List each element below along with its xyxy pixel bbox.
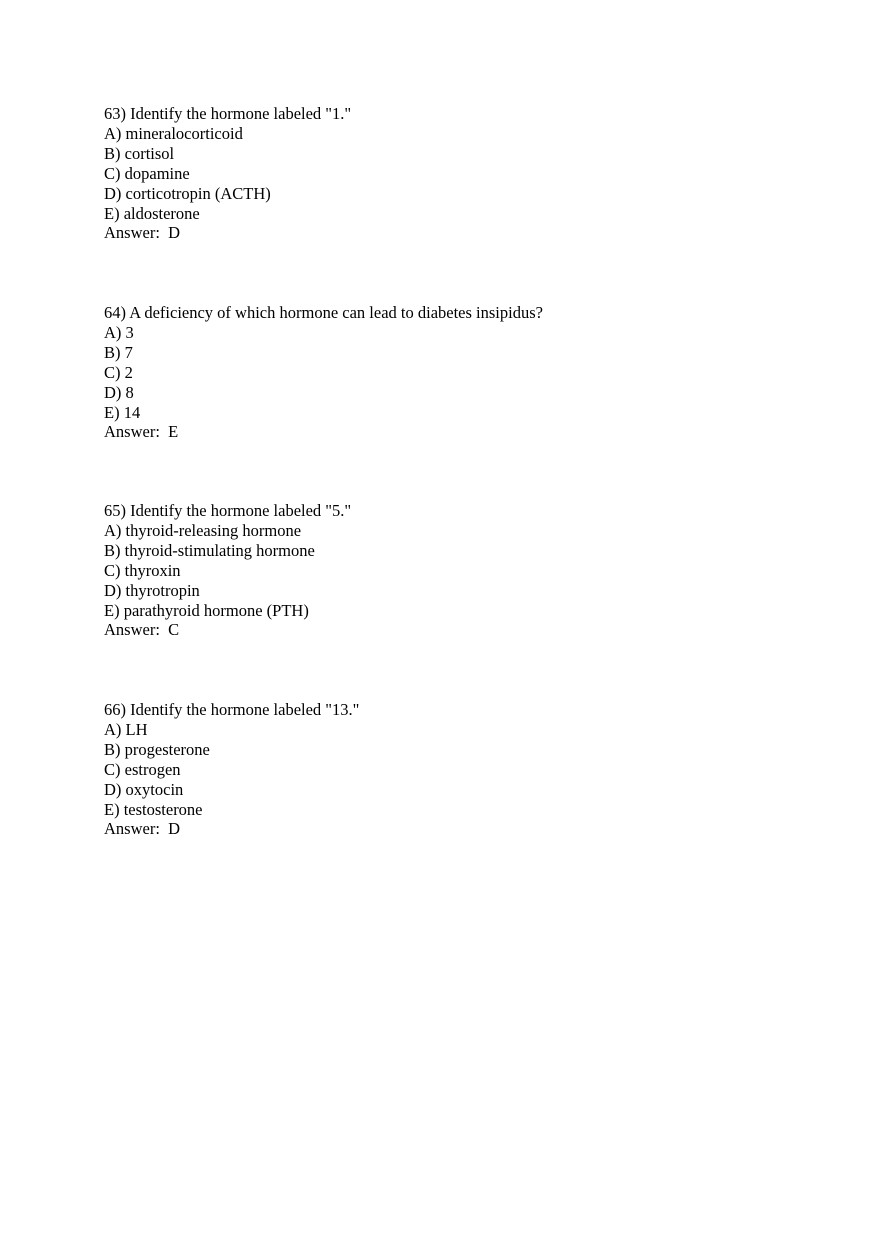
option-a: A) mineralocorticoid [104,123,243,143]
option-b: B) cortisol [104,143,175,163]
question-63 [104,104,351,243]
option-b: B) progesterone [104,739,210,759]
option-a: A) 3 [104,322,134,342]
option-d: D) oxytocin [104,779,184,799]
option-b: B) thyroid-stimulating hormone [104,540,315,560]
option-e: E) testosterone [104,799,203,819]
answer-line: Answer: D [104,223,181,243]
option-e: E) parathyroid hormone (PTH) [104,600,309,620]
option-b: B) 7 [104,342,133,362]
answer-line: Answer: D [104,819,181,839]
answer-line: Answer: C [104,620,180,640]
option-d: D) 8 [104,382,134,402]
option-e: E) 14 [104,402,141,422]
option-c: C) thyroxin [104,560,181,580]
option-e: E) aldosterone [104,203,200,223]
question-prompt: 63) Identify the hormone labeled "1." [104,104,352,123]
option-d: D) thyrotropin [104,580,200,600]
question-prompt: 66) Identify the hormone labeled "13." [104,700,360,719]
option-c: C) estrogen [104,759,181,779]
option-a: A) LH [104,719,148,739]
option-c: C) dopamine [104,163,190,183]
question-66 [104,700,359,839]
question-65 [104,501,351,640]
option-a: A) thyroid-releasing hormone [104,520,302,540]
question-prompt: 64) A deficiency of which hormone can lead to diabetes insipidus? [104,303,543,322]
option-c: C) 2 [104,362,133,382]
question-prompt: 65) Identify the hormone labeled "5." [104,501,352,520]
answer-line: Answer: E [104,422,179,442]
option-d: D) corticotropin (ACTH) [104,183,271,203]
question-64 [104,303,543,442]
